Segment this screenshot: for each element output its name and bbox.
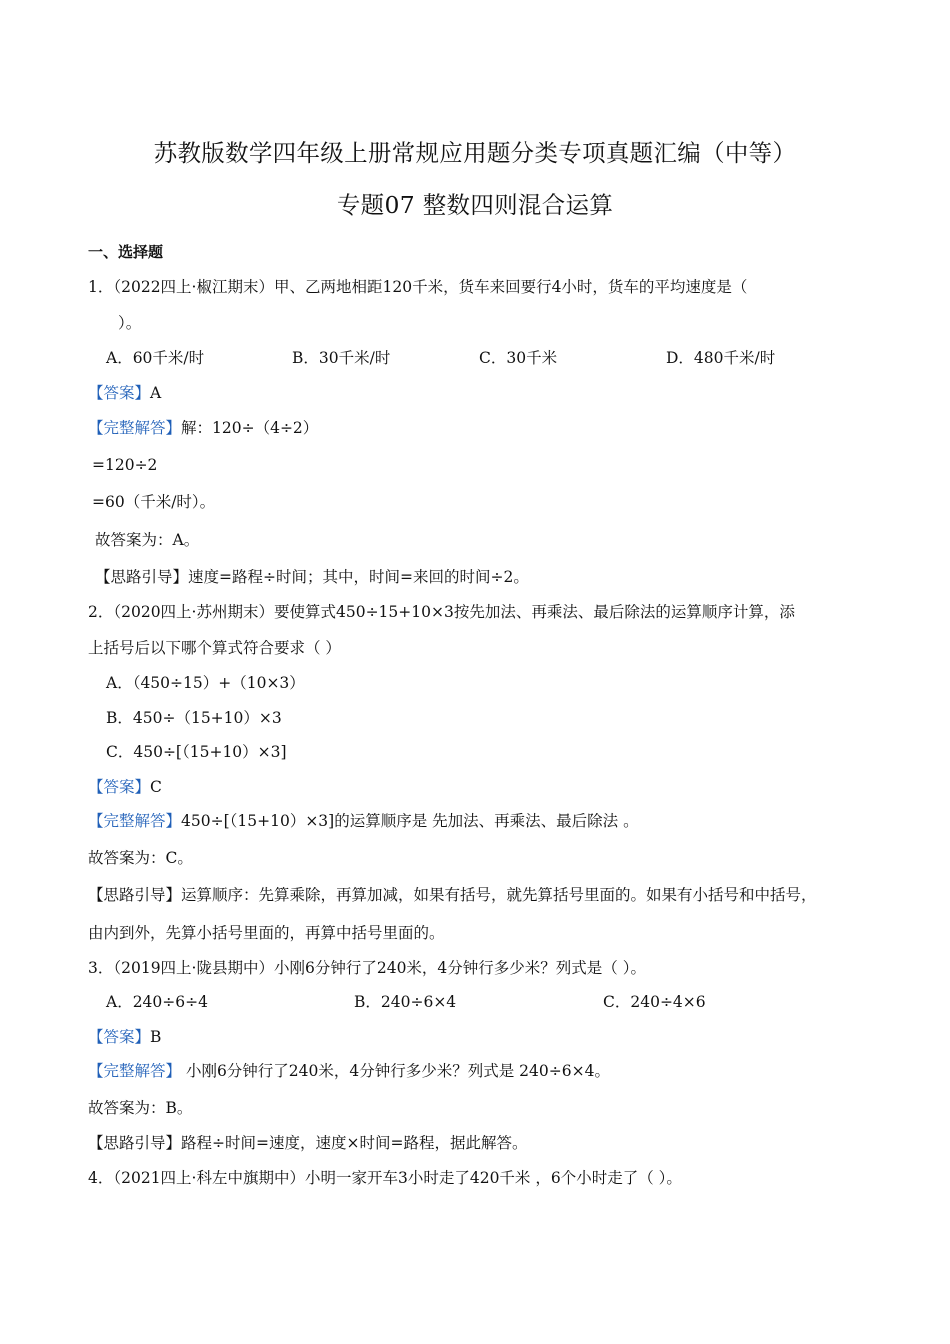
answer-label: 【答案】 — [88, 1028, 151, 1046]
solution-label: 【完整解答】 — [88, 812, 182, 830]
q3-option-c: C．240÷4×6 — [603, 993, 706, 1011]
solution-line: 解：120÷（4÷2） — [181, 419, 319, 437]
hint-text: 路程÷时间=速度，速度×时间=路程，据此解答。 — [181, 1134, 528, 1152]
q1-hint — [95, 566, 529, 588]
section-heading: 一、选择题 — [88, 243, 164, 261]
q2-hint-line1 — [88, 884, 817, 906]
q3-option-a: A．240÷6÷4 — [106, 993, 208, 1011]
q1-solution-line3: =60（千米/时）。 — [92, 493, 216, 511]
q2-option-a: A．（450÷15）+（10×3） — [106, 674, 305, 692]
q2-stem-line1: 2．（2020四上·苏州期末）要使算式450÷15+10×3按先加法、再乘法、最后除法的运算顺序计算，添 — [88, 603, 795, 621]
q3-option-b: B．240÷6×4 — [354, 993, 457, 1011]
q1-option-d: D．480千米/时 — [666, 349, 776, 367]
q1-conclusion: 故答案为：A。 — [95, 531, 200, 549]
q1-option-b: B．30千米/时 — [292, 349, 391, 367]
answer-value: C — [150, 778, 162, 796]
solution-text: 450÷[（15+10）×3]的运算顺序是 先加法、再乘法、最后除法 。 — [181, 812, 639, 830]
solution-label: 【完整解答】 — [88, 419, 182, 437]
document-title: 苏教版数学四年级上册常规应用题分类专项真题汇编（中等） — [153, 139, 797, 167]
q2-hint-line2: 由内到外，先算小括号里面的，再算中括号里面的。 — [88, 924, 445, 942]
q2-answer — [88, 776, 162, 798]
answer-label: 【答案】 — [88, 384, 151, 402]
q3-stem-line1: 3．（2019四上·陇县期中）小刚6分钟行了240米，4分钟行多少米？列式是（ ）。 — [88, 959, 646, 977]
q1-stem-line1: 1．（2022四上·椒江期末）甲、乙两地相距120千米，货车来回要行4小时，货车的平均速度是（ — [88, 278, 748, 296]
hint-label: 【思路引导】 — [95, 568, 189, 586]
answer-value: A — [150, 384, 162, 402]
q3-answer — [88, 1026, 161, 1048]
solution-label: 【完整解答】 — [88, 1062, 182, 1080]
hint-text: 运算顺序：先算乘除，再算加减，如果有括号，就先算括号里面的。如果有小括号和中括号， — [181, 886, 817, 904]
q2-option-b: B．450÷（15+10）×3 — [106, 709, 282, 727]
q3-solution — [88, 1060, 610, 1082]
q3-hint — [88, 1132, 527, 1154]
document-subtitle: 专题07 整数四则混合运算 — [336, 191, 614, 219]
q2-solution — [88, 810, 639, 832]
q1-stem-line2: ）。 — [118, 314, 142, 332]
q4-stem-line1: 4．（2021四上·科左中旗期中）小明一家开车3小时走了420千米 ，6个小时走了（ ）。 — [88, 1169, 682, 1187]
solution-text: 小刚6分钟行了240米，4分钟行多少米？列式是 240÷6×4。 — [181, 1062, 610, 1080]
q1-solution-line2: =120÷2 — [92, 456, 158, 474]
q1-answer — [88, 382, 161, 404]
hint-label: 【思路引导】 — [88, 1134, 182, 1152]
q2-option-c: C．450÷[（15+10）×3] — [106, 743, 287, 761]
q2-stem-line2: 上括号后以下哪个算式符合要求（ ） — [88, 639, 341, 657]
q1-solution — [88, 417, 318, 439]
q3-conclusion: 故答案为：B。 — [88, 1099, 193, 1117]
hint-label: 【思路引导】 — [88, 886, 182, 904]
answer-label: 【答案】 — [88, 778, 151, 796]
q1-option-a: A．60千米/时 — [106, 349, 205, 367]
hint-text: 速度=路程÷时间；其中，时间=来回的时间÷2。 — [188, 568, 529, 586]
answer-value: B — [150, 1028, 162, 1046]
q2-conclusion: 故答案为：C。 — [88, 849, 193, 867]
q1-option-c: C．30千米 — [479, 349, 558, 367]
